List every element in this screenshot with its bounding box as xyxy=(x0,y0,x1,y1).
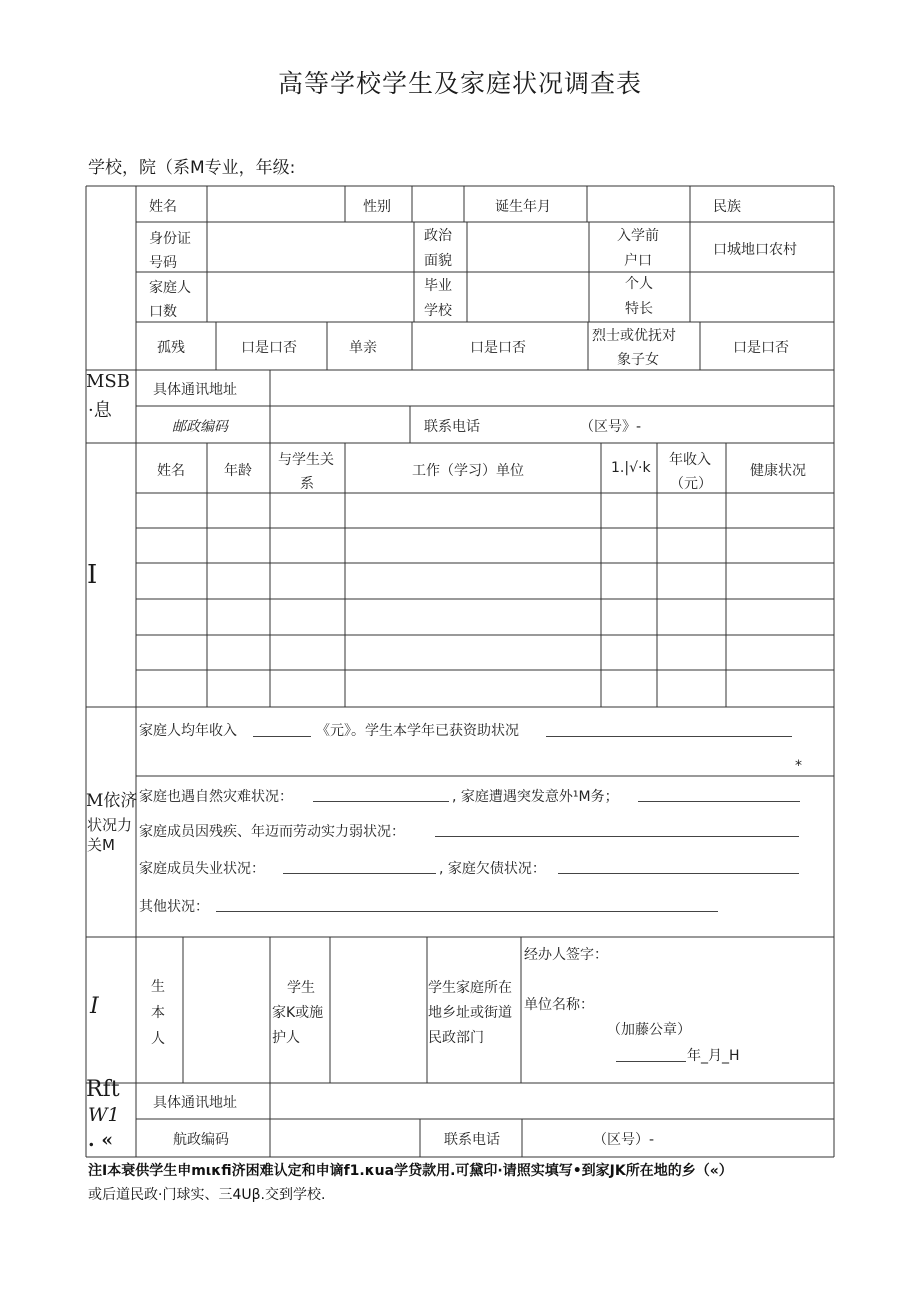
income-text-2: 《元》。学生本学年已获资助状况 xyxy=(316,723,519,739)
hukou-label-1: 入学前 xyxy=(617,228,659,244)
col-relation-2: 系 xyxy=(300,476,314,492)
civil-side-label-2: W1 xyxy=(88,1104,120,1126)
family-row-1[interactable] xyxy=(136,493,834,528)
other-text: 其他状况： xyxy=(139,899,209,915)
debt-blank[interactable] xyxy=(558,873,799,874)
family-row-5[interactable] xyxy=(136,635,834,670)
economic-side-label-3: 关M xyxy=(87,836,115,854)
orphan-label: 孤残 xyxy=(157,340,185,356)
disability-blank[interactable] xyxy=(435,836,799,837)
id-label-2: 号码 xyxy=(149,255,177,271)
date-blank[interactable] xyxy=(616,1061,686,1062)
school-info-line: 学校，院（系M专业，年级: xyxy=(88,158,296,178)
civil-phone-label: 联系电话 xyxy=(444,1132,500,1148)
family-row-4[interactable] xyxy=(136,599,834,635)
other-blank[interactable] xyxy=(216,911,718,912)
unemployment-text: 家庭成员失业状况： xyxy=(139,861,265,877)
school-label-1: 毕业 xyxy=(424,278,452,294)
student-sign-3: 人 xyxy=(151,1031,165,1047)
economic-side-label-1: M依济 xyxy=(86,791,138,811)
civil-sign-1: 学生家庭所在 xyxy=(428,980,512,996)
orphan-options[interactable]: 口是口否 xyxy=(241,340,297,356)
col-work-unit: 工作（学习）单位 xyxy=(412,463,524,479)
civil-sign-3: 民政部门 xyxy=(428,1030,484,1046)
contact-side-label-2: ·息 xyxy=(88,400,112,421)
talent-label-1: 个人 xyxy=(625,276,653,292)
martyr-options[interactable]: 口是口否 xyxy=(733,340,789,356)
family-size-label-1: 家庭人 xyxy=(149,280,191,296)
family-size-label-2: 口数 xyxy=(149,304,177,320)
handler-label: 经办人签字： xyxy=(524,947,608,963)
disability-text: 家庭成员因残疾、年迈而劳动实力弱状况： xyxy=(139,824,405,840)
single-parent-label: 单亲 xyxy=(349,340,377,356)
martyr-label-2: 象子女 xyxy=(617,352,659,368)
unemployment-blank[interactable] xyxy=(283,873,436,874)
col-name: 姓名 xyxy=(157,463,185,479)
disaster-blank[interactable] xyxy=(313,801,449,802)
col-age: 年龄 xyxy=(224,463,252,479)
postal-label: 邮政编码 xyxy=(172,419,228,435)
political-label-1: 政治 xyxy=(424,228,452,244)
income-text-1: 家庭人均年收入 xyxy=(139,723,237,739)
student-sign-1: 生 xyxy=(151,979,165,995)
guardian-sign-1: 学生 xyxy=(287,980,315,996)
debt-text: , 家庭欠债状况： xyxy=(439,861,546,877)
student-signature-box[interactable] xyxy=(183,937,270,1083)
footer-note-line2: 或后道民政·门球实、三4Uβ.交到学校. xyxy=(88,1187,326,1203)
civil-area-code: （区号）- xyxy=(593,1132,655,1148)
contact-side-label-1: MSB xyxy=(86,371,130,392)
talent-label-2: 特长 xyxy=(625,301,653,317)
civil-side-label-3: . « xyxy=(88,1129,114,1151)
student-sign-2: 本 xyxy=(151,1005,165,1021)
family-row-6[interactable] xyxy=(136,670,834,707)
hukou-label-2: 户口 xyxy=(624,253,652,269)
col-income-1: 年收入 xyxy=(669,452,711,468)
family-row-3[interactable] xyxy=(136,563,834,599)
civil-address-label: 具体通讯地址 xyxy=(153,1095,237,1111)
col-health: 健康状况 xyxy=(750,463,806,479)
col-occupation: 1.|√·k xyxy=(611,460,651,476)
id-label-1: 身份证 xyxy=(149,231,191,247)
single-parent-options[interactable]: 口是口否 xyxy=(470,340,526,356)
ethnicity-label: 民族 xyxy=(713,199,741,215)
signature-side-label: I xyxy=(90,994,99,1019)
guardian-sign-2: 家K或施 xyxy=(272,1005,324,1021)
name-label: 姓名 xyxy=(149,199,177,215)
martyr-label-1: 烈士或优抚对 xyxy=(592,328,676,344)
political-label-2: 面貌 xyxy=(424,253,452,269)
family-side-label: I xyxy=(87,560,98,590)
school-label-2: 学校 xyxy=(424,303,452,319)
seal-label: （加藤公章） xyxy=(607,1022,691,1038)
accident-text: , 家庭遭遇突发意外¹M务； xyxy=(452,789,619,805)
birth-label: 诞生年月 xyxy=(495,199,551,215)
economic-side-label-2: 状况力 xyxy=(87,816,133,834)
disaster-text: 家庭也遇自然灾难状况： xyxy=(139,789,293,805)
guardian-signature-box[interactable] xyxy=(330,937,427,1083)
accident-blank[interactable] xyxy=(638,801,800,802)
income-blank[interactable] xyxy=(253,736,311,737)
phone-label: 联系电话 xyxy=(424,419,480,435)
star-mark: * xyxy=(795,758,802,774)
family-row-2[interactable] xyxy=(136,528,834,563)
gender-label: 性别 xyxy=(363,199,391,215)
date-label: 年_月_H xyxy=(687,1048,740,1064)
page-title: 高等学校学生及家庭状况调查表 xyxy=(277,69,642,98)
civil-sign-2: 地乡址或街道 xyxy=(428,1005,512,1021)
col-income-2: （元） xyxy=(670,476,712,492)
address-label: 具体通讯地址 xyxy=(153,382,237,398)
footer-note-line1: 注I本衰供学生申mικfi济困难认定和申谪f1.κua学贷款用.可黛印·请照实填写•到家JK所在地的乡（«） xyxy=(88,1163,733,1179)
civil-side-label-1: Rft xyxy=(86,1077,120,1102)
aid-blank[interactable] xyxy=(546,736,792,737)
hukou-options[interactable]: 口城地口农村 xyxy=(713,242,797,258)
guardian-sign-3: 护人 xyxy=(272,1030,300,1046)
civil-postal-label: 航政编码 xyxy=(173,1132,229,1148)
col-relation-1: 与学生关 xyxy=(278,452,334,468)
unit-label: 单位名称： xyxy=(524,997,594,1013)
area-code: （区号》- xyxy=(580,419,642,435)
